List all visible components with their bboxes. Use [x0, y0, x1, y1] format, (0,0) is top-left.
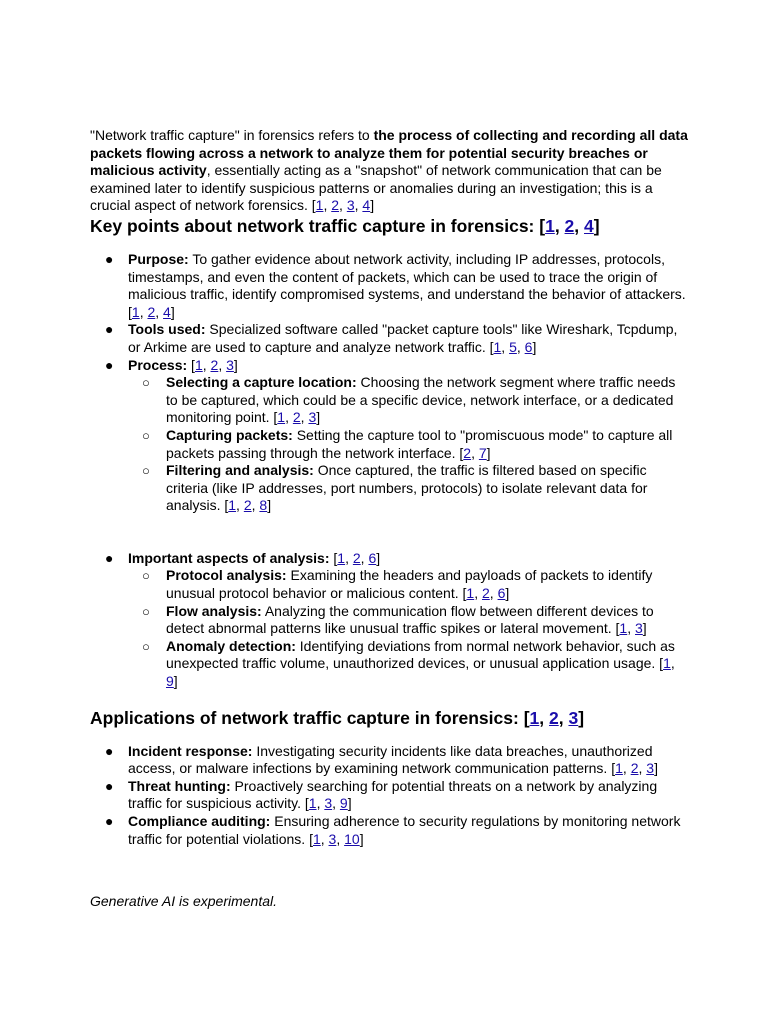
citation-link[interactable]: 7 [478, 444, 487, 461]
item-label: Incident response: [128, 742, 253, 759]
bullet-dot-icon: ● [105, 321, 114, 338]
item-text: Investigating security incidents like data breaches, unauthorized access, or malware infections by examining network communication patterns. [128, 742, 653, 777]
item-text: Analyzing the communication flow between different devices to detect abnormal patterns like unusual traffic spikes or lateral movement. [166, 602, 654, 637]
item-label: Anomaly detection: [166, 637, 296, 654]
item-citations: [1, 2, 6] [462, 585, 510, 602]
citation-link[interactable]: 9 [339, 795, 348, 812]
citation-link[interactable]: 4 [584, 215, 594, 236]
item-label: Process: [128, 356, 188, 373]
citation-link[interactable]: 3 [568, 707, 579, 728]
item-label: Compliance auditing: [128, 813, 271, 829]
bullet-circle-icon: ○ [142, 375, 150, 391]
key-points-heading [90, 215, 690, 237]
bullet-dot-icon: ● [105, 549, 114, 566]
bullet-circle-icon: ○ [142, 568, 150, 584]
citation-link[interactable]: 2 [463, 444, 472, 461]
sub-bullet-item [128, 638, 690, 691]
bullet-item [90, 813, 690, 848]
citation-link[interactable]: 2 [548, 707, 559, 728]
bullet-dot-icon: ● [105, 742, 114, 759]
citation-link[interactable]: 2 [481, 585, 490, 602]
bullet-dot-icon: ● [105, 813, 114, 829]
intro-paragraph [90, 127, 690, 215]
item-label: Selecting a capture location: [166, 374, 357, 391]
citation-link[interactable]: 2 [630, 760, 639, 777]
citation-link[interactable]: 1 [615, 760, 623, 777]
item-citations: [1, 2, 3] [191, 356, 238, 373]
citation-link[interactable]: 10 [344, 830, 360, 847]
document-body [90, 127, 690, 848]
citation-link[interactable]: 1 [194, 356, 203, 373]
item-label: Flow analysis: [166, 602, 262, 619]
item-label: Protocol analysis: [166, 567, 287, 584]
key-points-heading-citations: [1, 2, 4] [539, 215, 600, 236]
item-text: Proactively searching for potential threats on a network by analyzing traffic for suspicious activity. [128, 777, 658, 812]
applications-heading [90, 707, 690, 729]
sub-list [128, 567, 690, 690]
citation-link[interactable]: 1 [312, 830, 321, 847]
item-label: Purpose: [128, 250, 189, 267]
item-citations: [1, 3, 10] [309, 830, 364, 847]
item-citations: [1, 2, 3] [611, 760, 658, 777]
item-text: Identifying deviations from normal network behavior, such as unexpected traffic volume, unauthorized devices, or unusual application usage. [166, 637, 675, 672]
citation-link[interactable]: 2 [352, 549, 361, 566]
citation-link[interactable]: 5 [509, 338, 517, 355]
item-citations: [1, 9] [166, 655, 675, 690]
item-text: Examining the headers and payloads of packets to identify unusual protocol behavior or malicious content. [166, 567, 653, 602]
citation-link[interactable]: 2 [564, 215, 575, 236]
item-citations: [1, 2, 8] [224, 497, 272, 514]
applications-list [90, 743, 690, 849]
bullet-item [90, 550, 690, 691]
citation-link[interactable]: 1 [315, 197, 324, 214]
item-label: Capturing packets: [166, 426, 293, 443]
citation-link[interactable]: 1 [619, 620, 628, 637]
citation-link[interactable]: 1 [337, 549, 346, 566]
sub-list [128, 374, 690, 515]
citation-link[interactable]: 1 [228, 497, 237, 514]
item-citations: [1, 2, 6] [333, 549, 381, 566]
citation-link[interactable]: 1 [308, 795, 317, 812]
key-points-list [90, 251, 690, 691]
item-text: Setting the capture tool to "promiscuous mode" to capture all packets passing through the network interface. [166, 426, 673, 461]
item-label: Important aspects of analysis: [128, 549, 330, 566]
bullet-dot-icon: ● [105, 250, 114, 267]
citation-link[interactable]: 1 [663, 655, 671, 672]
bullet-item [90, 778, 690, 813]
item-citations: [1, 2, 3] [273, 409, 321, 426]
citation-link[interactable]: 3 [646, 760, 655, 777]
item-citations: [1, 2, 4] [128, 303, 175, 320]
citation-link[interactable]: 8 [259, 497, 268, 514]
citation-link[interactable]: 3 [635, 620, 643, 637]
citation-link[interactable]: 3 [328, 830, 337, 847]
bullet-item [90, 743, 690, 778]
citation-link[interactable]: 1 [131, 303, 140, 320]
bullet-circle-icon: ○ [142, 603, 150, 619]
bullet-item [90, 321, 690, 356]
sub-bullet-item [128, 427, 690, 462]
intro-text-bold: the process of collecting and recording all data packets flowing across a network to analyze them for potential security breaches or malicious activity [90, 127, 688, 179]
sub-bullet-item [128, 462, 690, 515]
citation-link[interactable]: 1 [493, 338, 502, 355]
bullet-circle-icon: ○ [142, 463, 150, 479]
citation-link[interactable]: 2 [210, 356, 219, 373]
generative-ai-disclaimer: Generative AI is experimental. [90, 893, 278, 909]
item-label: Filtering and analysis: [166, 462, 314, 479]
intro-text-pre: "Network traffic capture" in forensics refers to [90, 127, 374, 143]
bullet-circle-icon: ○ [142, 427, 150, 443]
item-text: Once captured, the traffic is filtered based on specific criteria (like IP addresses, port numbers, protocols) to isolate relevant data for analysis. [166, 462, 648, 514]
citation-link[interactable]: 4 [362, 197, 371, 214]
bullet-circle-icon: ○ [142, 638, 150, 654]
item-citations: [1, 5, 6] [489, 338, 537, 355]
item-text: Choosing the network segment where traffic needs to be captured, which could be a specific device, network interface, or a dedicated monitoring point. [166, 374, 676, 426]
intro-text-post: , essentially acting as a "snapshot" of network communication that can be examined later to identify suspicious patterns or anomalies during an investigation; this is a crucial aspect of network forensics. [90, 162, 662, 214]
key-points-heading-text: Key points about network traffic capture in forensics: [90, 215, 540, 236]
applications-heading-text: Applications of network traffic capture in forensics: [90, 707, 524, 728]
citation-link[interactable]: 2 [147, 303, 156, 320]
sub-bullet-item [128, 603, 690, 638]
item-text: Specialized software called "packet capture tools" like Wireshark, Tcpdump, or Arkime are used to capture and analyze network traffic. [128, 321, 678, 355]
citation-link[interactable]: 1 [466, 585, 475, 602]
bullet-dot-icon: ● [105, 777, 114, 794]
bullet-item [90, 357, 690, 515]
sub-bullet-item [128, 567, 690, 602]
item-label: Threat hunting: [128, 777, 231, 794]
item-citations: [1, 3] [615, 620, 647, 637]
citation-link[interactable]: 1 [277, 409, 286, 426]
bullet-dot-icon: ● [105, 356, 114, 373]
citation-link[interactable]: 2 [331, 197, 340, 214]
item-text: To gather evidence about network activity, including IP addresses, protocols, timestamps, and even the content of packets, which can be used to trace the origin of malicious traffic, identify compromised systems, and understand the behavior of attackers. [128, 250, 686, 303]
citation-link[interactable]: 3 [324, 795, 333, 812]
citation-link[interactable]: 1 [529, 707, 540, 728]
citation-link[interactable]: 6 [524, 338, 533, 355]
item-citations: [1, 3, 9] [304, 795, 352, 812]
citation-link[interactable]: 3 [346, 197, 355, 214]
citation-link[interactable]: 1 [545, 215, 555, 236]
bullet-item [90, 251, 690, 321]
sub-bullet-item [128, 374, 690, 427]
item-label: Tools used: [128, 321, 206, 338]
citation-link[interactable]: 2 [292, 409, 301, 426]
citation-link[interactable]: 2 [243, 497, 252, 514]
item-text: Ensuring adherence to security regulations by monitoring network traffic for potential violations. [128, 813, 681, 847]
citation-link[interactable]: 3 [226, 356, 234, 373]
citation-link[interactable]: 6 [368, 549, 377, 566]
citation-link[interactable]: 3 [308, 409, 317, 426]
intro-citations: [1, 2, 3, 4] [311, 197, 375, 214]
applications-heading-citations: [1, 2, 3] [523, 707, 585, 728]
item-citations: [2, 7] [459, 444, 491, 461]
citation-link[interactable]: 4 [163, 303, 171, 320]
citation-link[interactable]: 9 [166, 673, 174, 690]
citation-link[interactable]: 6 [497, 585, 506, 602]
